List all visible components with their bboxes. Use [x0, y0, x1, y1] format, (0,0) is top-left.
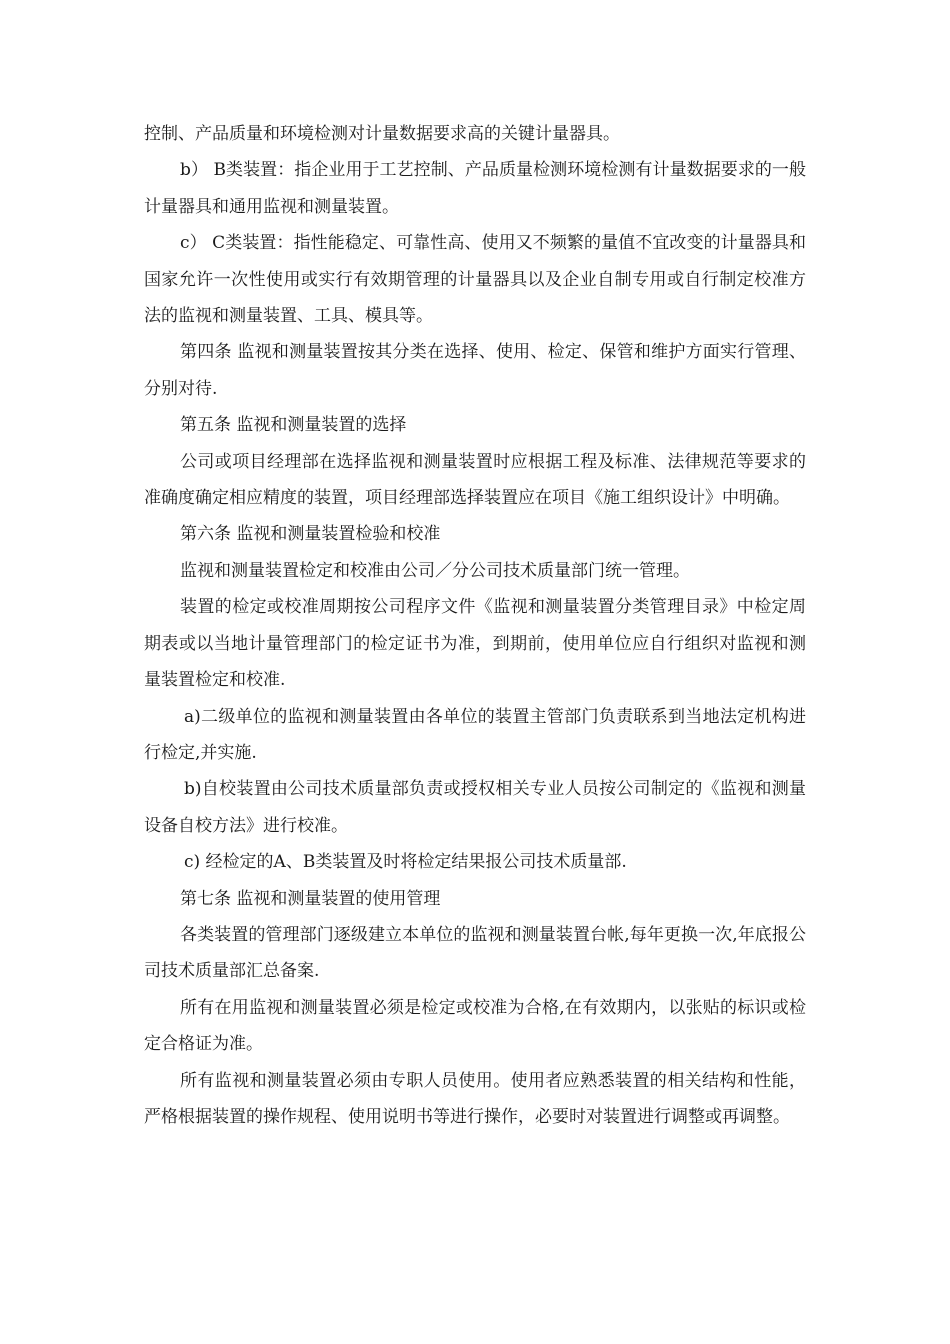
article-7-body-1: 各类装置的管理部门逐级建立本单位的监视和测量装置台帐,每年更换一次,年底报公司技术质量部汇总备案.: [144, 924, 806, 982]
paragraph-continuation: 控制、产品质量和环境检测对计量数据要求高的关键计量器具。: [144, 124, 620, 144]
article-6-item-b: b)自校装置由公司技术质量部负责或授权相关专业人员按公司制定的《监视和测量设备自校方法》进行校准。: [144, 779, 806, 836]
paragraph-class-c: c） C类装置：指性能稳定、可靠性高、使用又不频繁的量值不宜改变的计量器具和国家允许一次性使用或实行有效期管理的计量器具以及企业自制专用或自行制定校准方法的监视和测量装置、工具、模具等。: [144, 233, 806, 327]
article-6-item-c: c) 经检定的A、B类装置及时将检定结果报公司技术质量部.: [184, 852, 627, 873]
paragraph-class-b: b） B类装置：指企业用于工艺控制、产品质量检测环境检测有计量数据要求的一般计量器具和通用监视和测量装置。: [144, 160, 806, 217]
article-5-heading: 第五条 监视和测量装置的选择: [180, 415, 407, 436]
article-7-body-3: 所有监视和测量装置必须由专职人员使用。使用者应熟悉装置的相关结构和性能，严格根据装置的操作规程、使用说明书等进行操作，必要时对装置进行调整或再调整。: [144, 1070, 806, 1127]
article-6-body-1: 监视和测量装置检定和校准由公司／分公司技术质量部门统一管理。: [180, 560, 690, 581]
document-page: [144, 116, 806, 1135]
article-7-heading: 第七条 监视和测量装置的使用管理: [180, 888, 441, 909]
article-4: 第四条 监视和测量装置按其分类在选择、使用、检定、保管和维护方面实行管理、分别对待.: [144, 342, 806, 399]
article-5-body: 公司或项目经理部在选择监视和测量装置时应根据工程及标准、法律规范等要求的准确度确定相应精度的装置，项目经理部选择装置应在项目《施工组织设计》中明确。: [144, 451, 806, 509]
article-6-body-2: 装置的检定或校准周期按公司程序文件《监视和测量装置分类管理目录》中检定周期表或以当地计量管理部门的检定证书为准，到期前，使用单位应自行组织对监视和测量装置检定和校准.: [144, 597, 806, 691]
article-6-item-a: a)二级单位的监视和测量装置由各单位的装置主管部门负责联系到当地法定机构进行检定,并实施.: [144, 706, 806, 763]
article-7-body-2: 所有在用监视和测量装置必须是检定或校准为合格,在有效期内，以张贴的标识或检定合格证为准。: [144, 997, 806, 1055]
article-6-heading: 第六条 监视和测量装置检验和校准: [180, 524, 441, 545]
